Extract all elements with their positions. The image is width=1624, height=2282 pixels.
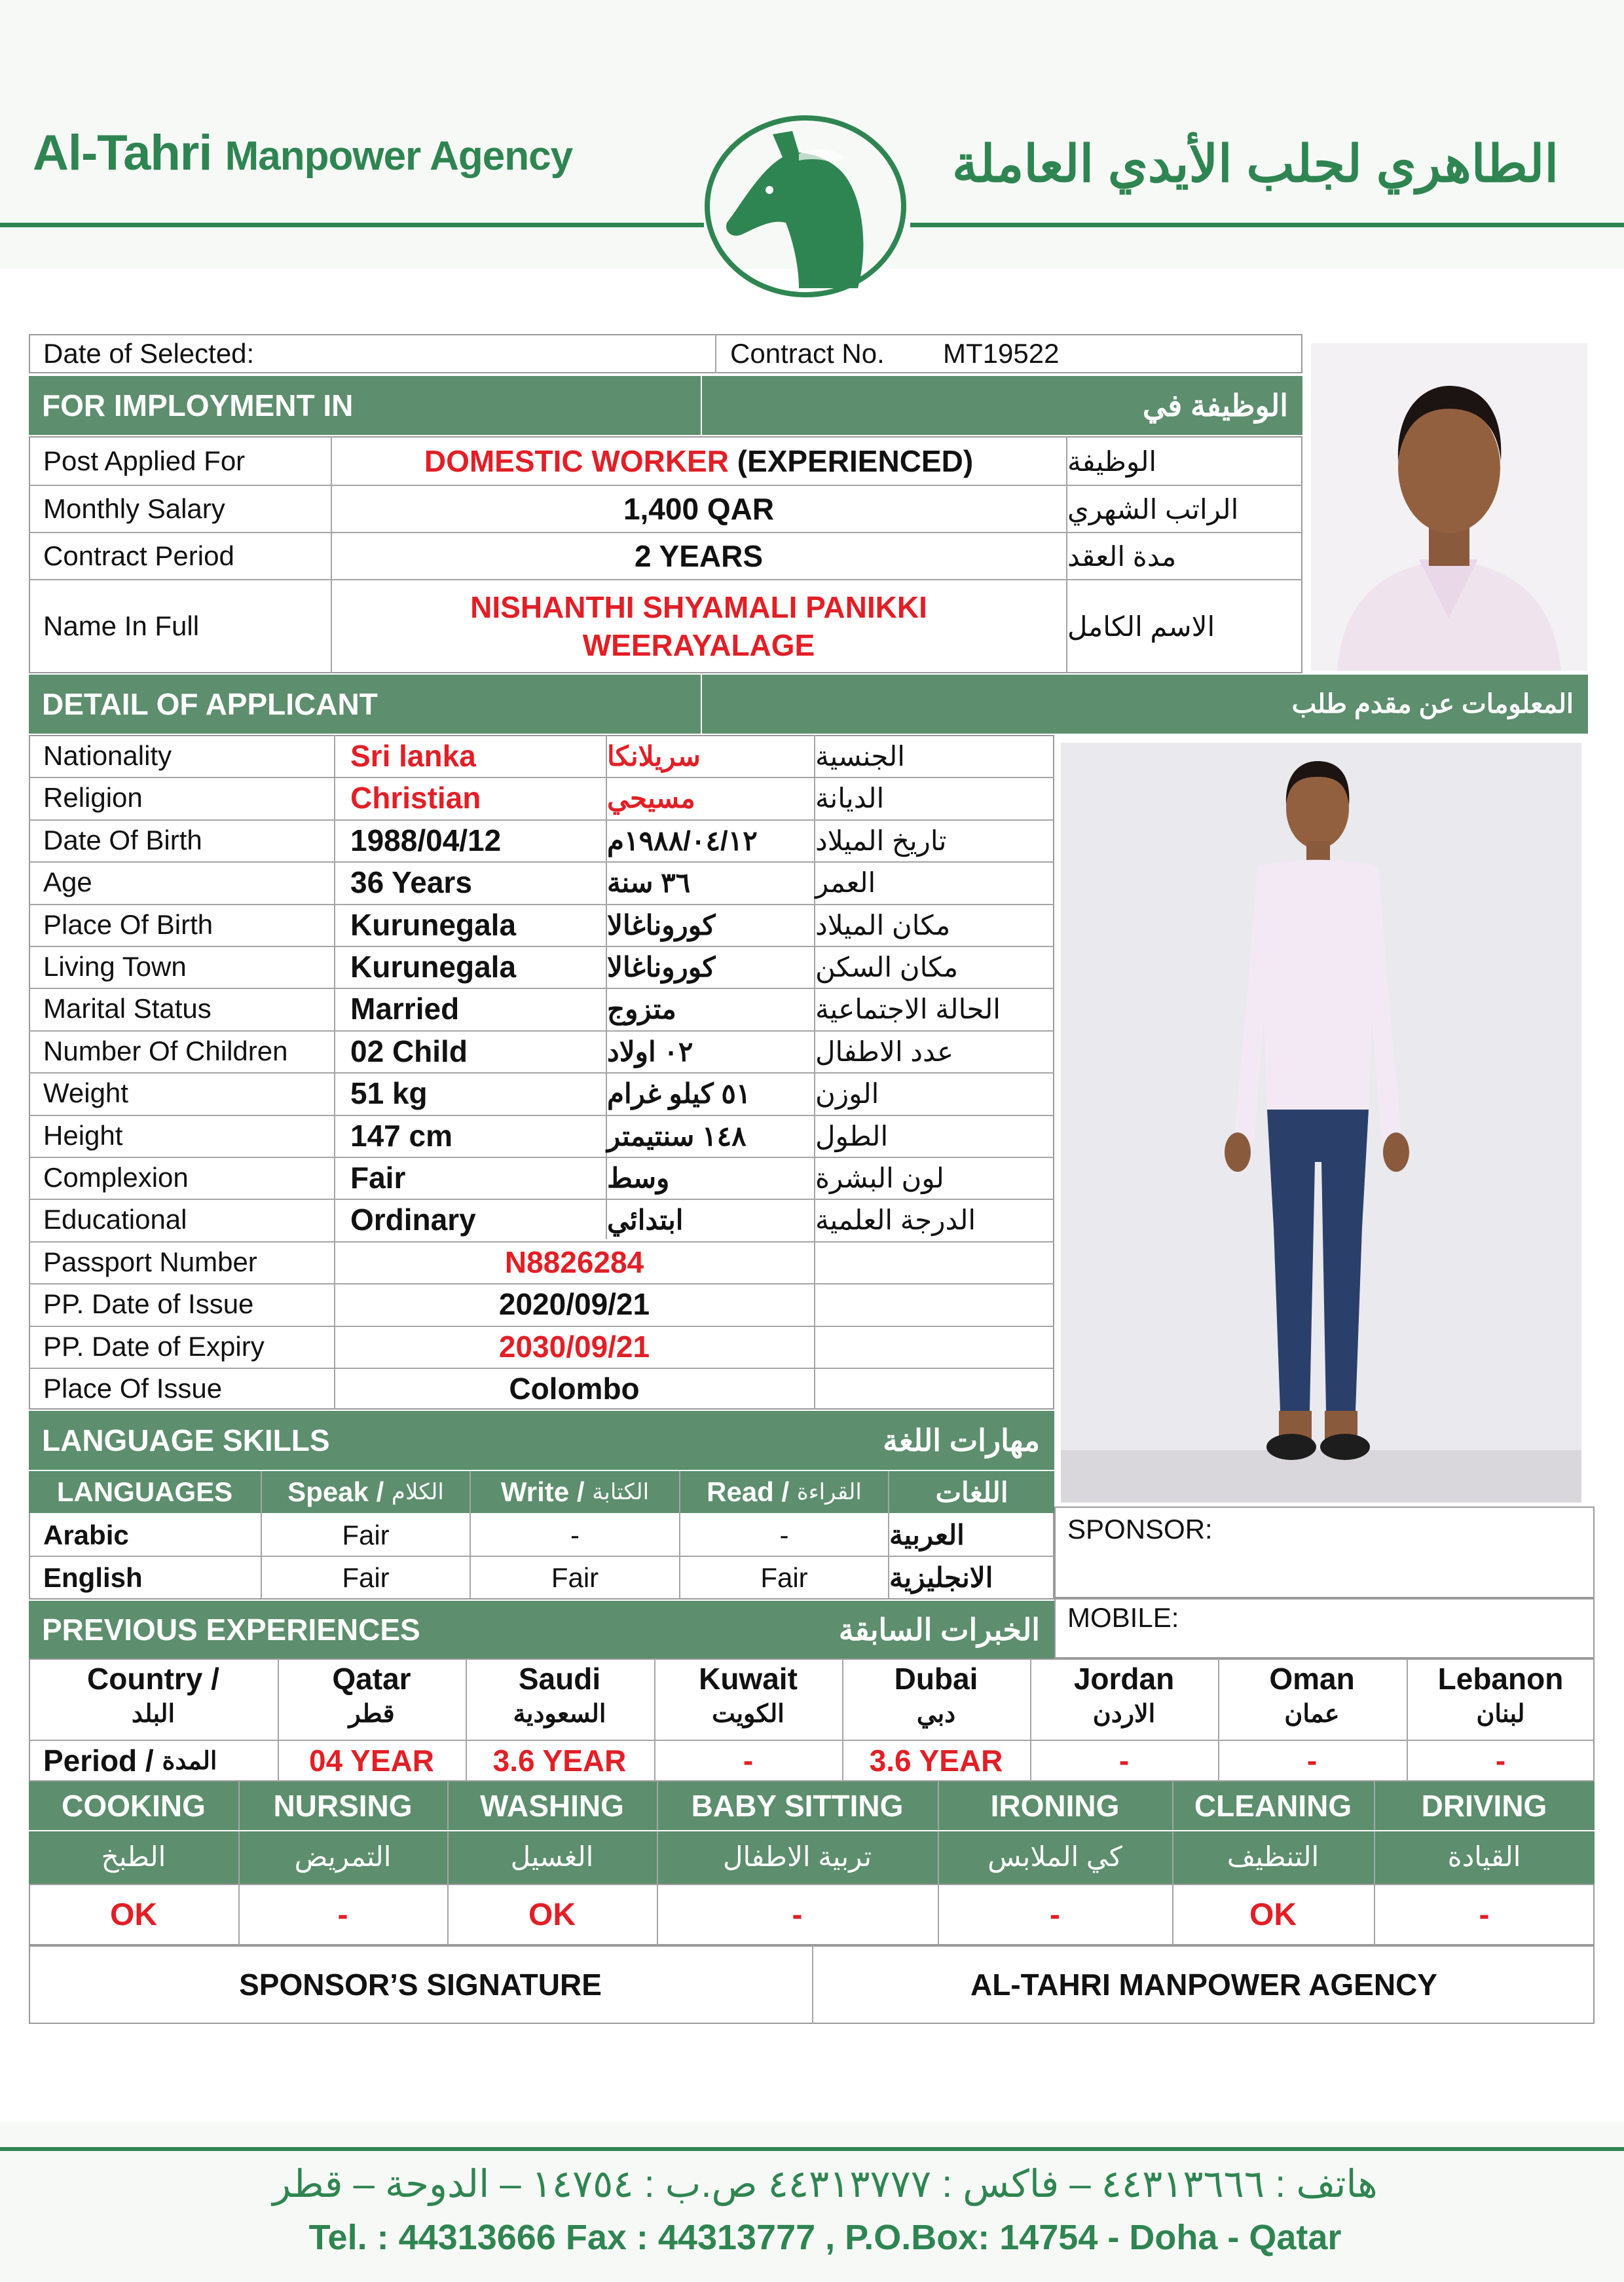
passport-issue-date-label: PP. Date of Issue (43, 1288, 254, 1319)
applicant-value: 147 cm (350, 1119, 453, 1153)
lang-english-read: Fair (760, 1562, 808, 1593)
applicant-value-ar: ١٤٨ سنتيمتر (607, 1120, 747, 1151)
contract-period-value: 2 YEARS (634, 539, 764, 573)
passport-place-of-issue-value: Colombo (509, 1372, 640, 1406)
col-write: Write / الكتابة (500, 1476, 650, 1507)
skill-cleaning: CLEANING (1194, 1789, 1352, 1823)
lang-arabic-read: - (779, 1519, 789, 1550)
full-name-label: Name In Full (43, 610, 200, 641)
post-value: DOMESTIC WORKER (EXPERIENCED) (424, 444, 974, 478)
date-selected-label: Date of Selected: (43, 338, 255, 369)
applicant-label: Date Of Birth (43, 825, 202, 855)
applicant-value: Ordinary (350, 1203, 476, 1237)
applicant-value-ar: كوروناغالا (607, 951, 716, 982)
language-title-en: LANGUAGE SKILLS (42, 1423, 330, 1457)
skill-driving: DRIVING (1421, 1789, 1547, 1823)
skill-ironing: IRONING (990, 1789, 1120, 1823)
brand-name-ar: الطاهري لجلب الأيدي العاملة (951, 135, 1559, 193)
agency-signature-label: AL-TAHRI MANPOWER AGENCY (970, 1968, 1437, 2002)
applicant-label-ar: الديانة (815, 782, 885, 814)
period-jordan: - (1118, 1744, 1130, 1778)
period-lebanon: - (1495, 1744, 1506, 1778)
contract-period-label: Contract Period (43, 540, 234, 571)
employment-title-en: FOR IMPLOYMENT IN (42, 388, 354, 422)
sponsor-signature-label: SPONSOR’S SIGNATURE (239, 1968, 602, 2002)
contract-label: Contract No. (730, 338, 885, 369)
footer-rule (0, 2147, 1624, 2151)
contract-period-label-ar: مدة العقد (1067, 540, 1177, 572)
lang-arabic-name-ar: العربية (889, 1520, 965, 1550)
country-qatar: Qatar قطر (332, 1662, 411, 1728)
footer-contact-en: Tel. : 44313666 Fax : 44313777 , P.O.Box: 14754 - Doha - Qatar (308, 2218, 1342, 2257)
language-title-ar: مهارات اللغة (883, 1423, 1040, 1457)
applicant-value-ar: ابتدائي (607, 1204, 684, 1235)
portrait-photo (1311, 343, 1587, 671)
applicant-value: Fair (350, 1161, 406, 1195)
applicant-value: Married (350, 992, 460, 1026)
applicant-value: Kurunegala (350, 908, 517, 942)
language-section-header (29, 1411, 1054, 1470)
contract-number: MT19522 (943, 338, 1060, 369)
skill-cooking: COOKING (62, 1789, 206, 1823)
full-body-photo (1061, 743, 1581, 1503)
skill-cleaning-ar: التنظيف (1227, 1841, 1320, 1872)
applicant-label-ar: تاريخ الميلاد (815, 825, 947, 856)
col-read: Read / القراءة (707, 1476, 862, 1507)
skill-driving-ar: القيادة (1447, 1841, 1521, 1872)
post-label-ar: الوظيفة (1067, 445, 1157, 477)
applicant-title-ar: المعلومات عن مقدم طلب (1291, 690, 1574, 719)
skill-nursing-ar: التمريض (294, 1841, 392, 1872)
lang-row-english-name: English (43, 1562, 143, 1593)
applicant-label-ar: الجنسية (815, 740, 905, 772)
passport-issue-date-value: 2020/09/21 (498, 1287, 650, 1321)
skill-ironing-value: - (1050, 1897, 1060, 1932)
period-saudi: 3.6 YEAR (492, 1744, 627, 1778)
country-saudi: Saudi السعودية (513, 1662, 606, 1728)
skill-cleaning-value: OK (1249, 1897, 1297, 1932)
col-languages: LANGUAGES (56, 1476, 233, 1507)
country-oman: Oman عمان (1269, 1662, 1355, 1728)
applicant-label-ar: الدرجة العلمية (815, 1204, 976, 1235)
applicant-label-ar: عدد الاطفال (815, 1036, 954, 1067)
employment-title-ar: الوظيفة في (1142, 388, 1288, 422)
applicant-label: Educational (43, 1204, 187, 1235)
salary-value: 1,400 QAR (623, 492, 775, 526)
applicant-value-ar: ٠٢ اولاد (607, 1036, 693, 1067)
salary-label-ar: الراتب الشهري (1067, 493, 1239, 525)
applicant-label-ar: مكان الميلاد (815, 909, 951, 941)
applicant-value-ar: ١٩٨٨/٠٤/١٢م (607, 825, 758, 856)
skill-cooking-ar: الطبخ (101, 1841, 166, 1872)
period-dubai: 3.6 YEAR (869, 1744, 1003, 1778)
col-languages-ar: اللغات (935, 1476, 1008, 1508)
header-rule-right (910, 223, 1624, 227)
period-header: Period / المدة (43, 1744, 217, 1778)
applicant-label: Religion (43, 782, 143, 813)
passport-number-label: Passport Number (43, 1246, 257, 1277)
mobile-label: MOBILE: (1067, 1602, 1179, 1633)
horse-head-logo (701, 108, 910, 305)
applicant-section-header (29, 675, 1588, 734)
passport-number-value: N8826284 (504, 1245, 644, 1279)
applicant-label: Age (43, 867, 92, 897)
brand-name-en: Al-Tahri Manpower Agency (33, 125, 573, 181)
full-name-label-ar: الاسم الكامل (1067, 610, 1215, 642)
salary-label: Monthly Salary (43, 493, 225, 524)
applicant-value-ar: سريلانكا (607, 740, 701, 772)
post-label: Post Applied For (43, 445, 246, 476)
experience-section-header (29, 1601, 1054, 1658)
applicant-value: 36 Years (350, 865, 472, 899)
applicant-label-ar: لون البشرة (815, 1162, 944, 1193)
applicant-value-ar: مسيحي (607, 782, 695, 814)
applicant-label: Number Of Children (43, 1036, 288, 1066)
applicant-label: Nationality (43, 740, 172, 771)
applicant-label-ar: الوزن (815, 1077, 879, 1109)
applicant-value: 51 kg (350, 1076, 428, 1110)
applicant-value: 1988/04/12 (350, 823, 502, 857)
applicant-label: Marital Status (43, 993, 212, 1024)
applicant-title-en: DETAIL OF APPLICANT (42, 687, 378, 721)
header-rule-left (0, 223, 704, 227)
applicant-value: Kurunegala (350, 950, 517, 984)
applicant-label-ar: الحالة الاجتماعية (815, 993, 1001, 1024)
passport-expiry-date-value: 2030/09/21 (498, 1330, 650, 1364)
country-dubai: Dubai دبي (894, 1662, 978, 1728)
experience-title-en: PREVIOUS EXPERIENCES (42, 1613, 420, 1647)
applicant-label: Complexion (43, 1162, 189, 1193)
period-qatar: 04 YEAR (309, 1744, 434, 1778)
period-oman: - (1306, 1744, 1318, 1778)
skill-cooking-value: OK (110, 1897, 157, 1932)
skill-ironing-ar: كي الملابس (987, 1841, 1122, 1872)
applicant-value-ar: متزوج (607, 993, 676, 1024)
col-speak: Speak / الكلام (287, 1476, 444, 1507)
period-kuwait: - (743, 1744, 754, 1778)
lang-arabic-speak: Fair (342, 1519, 390, 1550)
applicant-label: Height (43, 1120, 123, 1151)
experience-title-ar: الخبرات السابقة (838, 1613, 1040, 1647)
lang-row-arabic-name: Arabic (43, 1519, 129, 1550)
applicant-value: 02 Child (350, 1034, 468, 1068)
skill-nursing: NURSING (273, 1789, 413, 1823)
skill-baby-sitting-value: - (792, 1897, 803, 1932)
applicant-label: Place Of Birth (43, 909, 213, 940)
applicant-label-ar: العمر (815, 867, 876, 898)
full-name-value: NISHANTHI SHYAMALI PANIKKI WEERAYALAGE (470, 590, 927, 662)
applicant-label-ar: مكان السكن (815, 951, 959, 982)
lang-english-speak: Fair (342, 1562, 390, 1593)
country-kuwait: Kuwait الكويت (699, 1662, 798, 1728)
skill-baby-sitting-ar: تربية الاطفال (722, 1841, 872, 1872)
passport-expiry-date-label: PP. Date of Expiry (43, 1331, 265, 1362)
passport-place-of-issue-label: Place Of Issue (43, 1373, 223, 1404)
lang-english-name-ar: الانجليزية (889, 1562, 993, 1593)
skill-washing: WASHING (480, 1789, 624, 1823)
applicant-value-ar: وسط (607, 1162, 670, 1193)
applicant-label: Living Town (43, 951, 187, 982)
country-header: Country / البلد (87, 1662, 219, 1728)
employment-section-header (29, 376, 1302, 435)
skill-washing-ar: الغسيل (510, 1841, 594, 1872)
sponsor-label: SPONSOR: (1067, 1514, 1213, 1544)
applicant-value: Christian (350, 781, 481, 815)
skill-nursing-value: - (337, 1897, 348, 1932)
applicant-value: Sri lanka (350, 739, 476, 773)
skill-baby-sitting: BABY SITTING (691, 1789, 904, 1823)
applicant-value-ar: ٣٦ سنة (607, 867, 691, 898)
skill-washing-value: OK (528, 1897, 576, 1932)
applicant-value-ar: كوروناغالا (607, 909, 716, 941)
footer-contact-ar: هاتف : ٤٤٣١٣٦٦٦ – فاكس : ٤٤٣١٣٧٧٧ ص.ب : ١٤٧٥٤ – الدوحة – قطر (272, 2163, 1378, 2205)
applicant-value-ar: ٥١ كيلو غرام (607, 1077, 751, 1109)
country-lebanon: Lebanon لبنان (1437, 1662, 1564, 1728)
country-jordan: Jordan الاردن (1073, 1662, 1175, 1728)
lang-arabic-write: - (570, 1519, 580, 1550)
applicant-label: Weight (43, 1077, 128, 1108)
applicant-label-ar: الطول (815, 1120, 889, 1151)
lang-english-write: Fair (551, 1562, 599, 1593)
skill-driving-value: - (1479, 1897, 1490, 1932)
